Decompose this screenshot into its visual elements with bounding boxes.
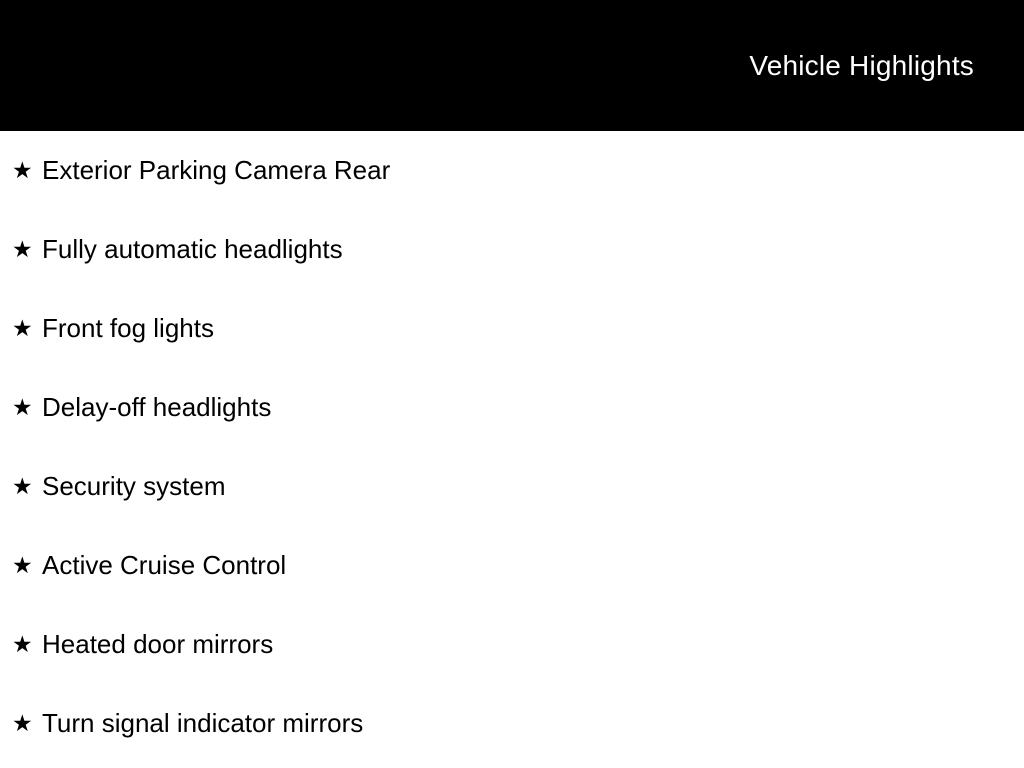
list-item: [0, 131, 1024, 210]
star-icon: ★: [12, 394, 33, 420]
highlight-label: Heated door mirrors: [42, 628, 274, 659]
list-item: [0, 684, 1024, 763]
list-item: [0, 605, 1024, 684]
highlight-label: Active Cruise Control: [42, 549, 287, 580]
list-item: [0, 526, 1024, 605]
list-item: [0, 368, 1024, 447]
star-icon: ★: [12, 157, 33, 183]
highlight-label: Security system: [42, 470, 226, 501]
star-icon: ★: [12, 710, 33, 736]
star-icon: ★: [12, 236, 33, 262]
vehicle-highlights-list: [0, 131, 1024, 763]
page-title: Vehicle Highlights: [749, 50, 974, 81]
highlight-label: Delay-off headlights: [42, 391, 272, 422]
highlight-label: Turn signal indicator mirrors: [42, 707, 364, 738]
star-icon: ★: [12, 315, 33, 341]
list-item: [0, 210, 1024, 289]
highlight-label: Exterior Parking Camera Rear: [42, 154, 391, 185]
list-item: [0, 447, 1024, 526]
star-icon: ★: [12, 631, 33, 657]
list-item: [0, 289, 1024, 368]
page-header: [0, 0, 1024, 131]
star-icon: ★: [12, 552, 33, 578]
highlight-label: Fully automatic headlights: [42, 233, 343, 264]
highlight-label: Front fog lights: [42, 312, 214, 343]
star-icon: ★: [12, 473, 33, 499]
